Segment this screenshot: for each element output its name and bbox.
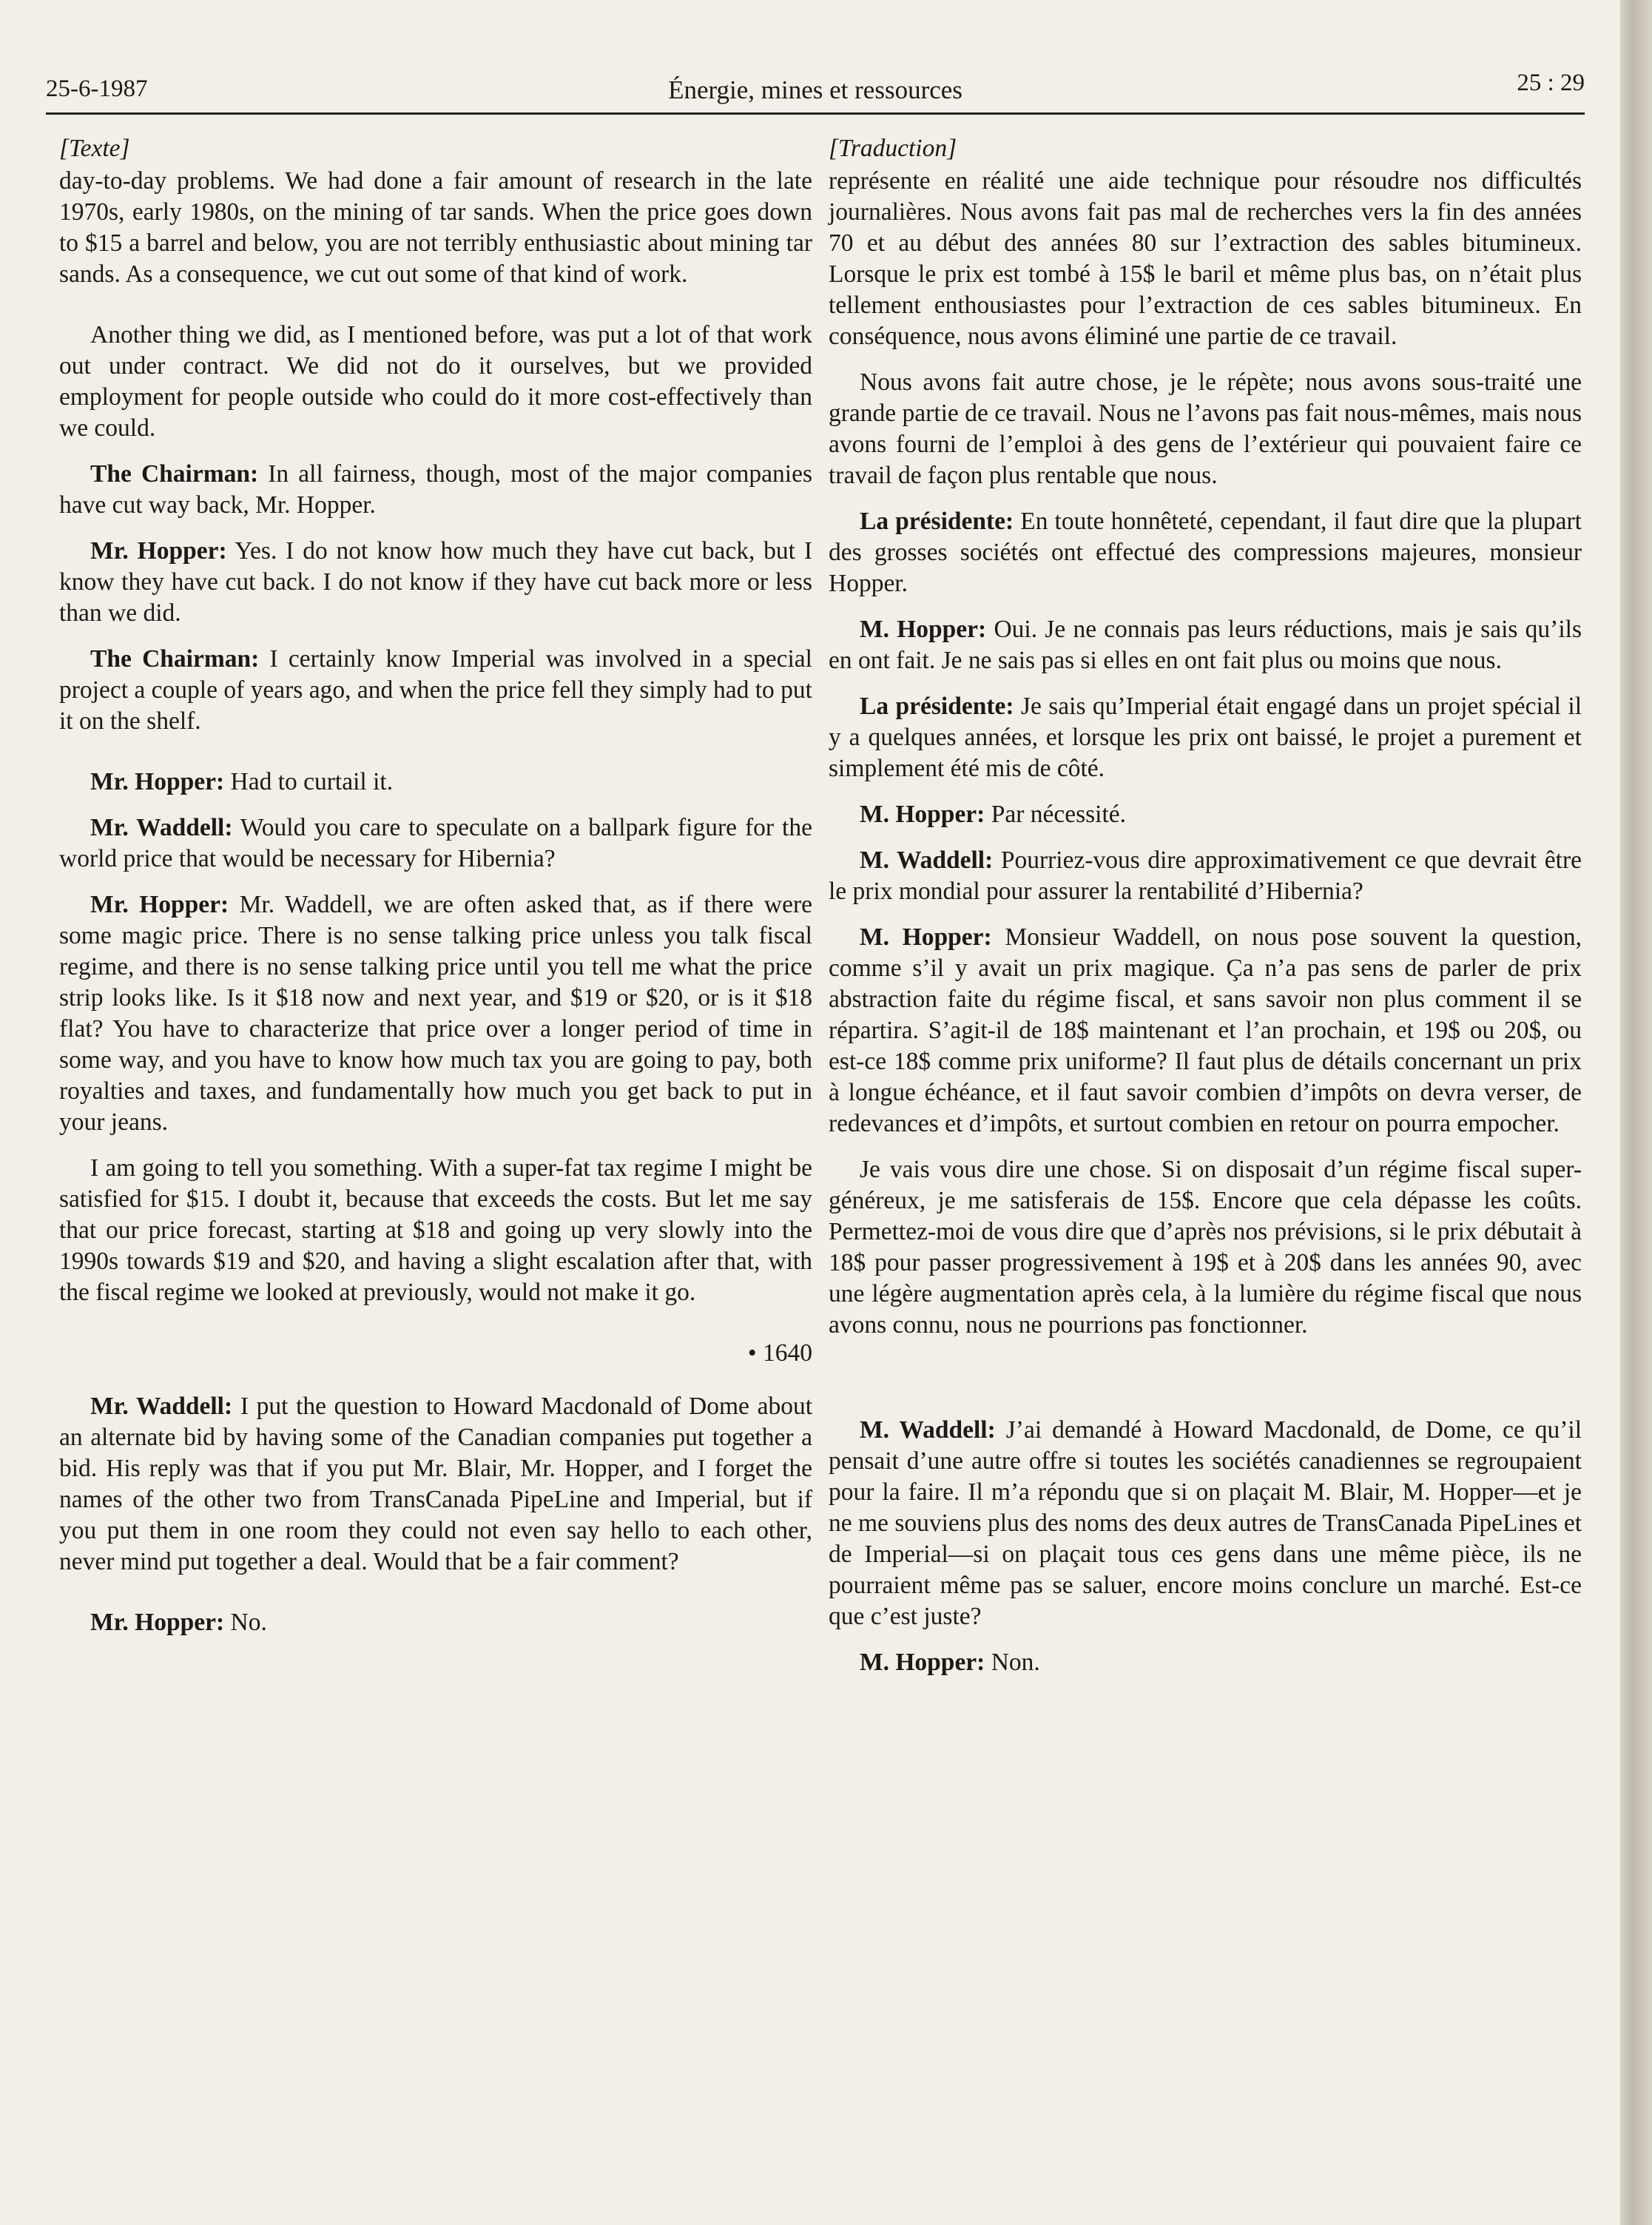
- paragraph: I am going to tell you something. With a super-fat tax regime I might be satisfied for $15. I doubt it, because that exceeds the costs. But let me say that our price forecast, starting at $18 and going up very slowly into the 1990s towards $19 and $20, and having a slight escalation after that, with the fiscal regime we looked at previously, would not make it go.: [59, 1154, 812, 1306]
- header-page-number: 25 : 29: [1517, 70, 1585, 96]
- paragraph: Je vais vous dire une chose. Si on disposait d’un régime fiscal super-généreux, je me satisferais de 15$. Encore que cela dépasse les coûts. Permettez-moi de vous dire que d’après nos prévisions, si le prix débutait à 18$ pour passer progressivement à 19$ et à 20$ dans les années 90, avec une légère augmentation après cela, à la lumière du régime fiscal que nous avons connu, nous ne pourrions pas fonctionner.: [829, 1156, 1582, 1339]
- speech-text: En toute honnêteté, cependant, il faut dire que la plupart des grosses sociétés ont effectué des compressions majeures, monsieur Hopper.: [829, 508, 1582, 597]
- speech-text: Oui. Je ne connais pas leurs réductions, mais je sais qu’ils en ont fait. Je ne sais pas si elles en ont fait plus ou moins que nous.: [829, 616, 1582, 674]
- speech: [59, 459, 812, 521]
- speaker-name: M. Hopper:: [860, 923, 992, 951]
- speech: [59, 536, 812, 629]
- speech: [829, 1415, 1582, 1632]
- speaker-name: M. Waddell:: [860, 846, 994, 874]
- speech-text: J’ai demandé à Howard Macdonald, de Dome, ce qu’il pensait d’une autre offre si toutes les sociétés canadiennes se regroupaient pour la faire. Il m’a répondu que si on plaçait M. Blair, M. Hopper—et je ne me souviens plus des noms des deux autres de TransCanada PipeLines et de Imperial—si on plaçait tous ces gens dans une même pièce, ils ne pourraient même pas se saluer, encore moins conclure un marché. Est-ce que c’est juste?: [829, 1416, 1582, 1630]
- speech-text: Par nécessité.: [985, 801, 1127, 828]
- speaker-name: Mr. Hopper:: [90, 768, 225, 795]
- speech-text: No.: [224, 1609, 267, 1636]
- speaker-name: Mr. Hopper:: [90, 1609, 225, 1636]
- speech-text: Had to curtail it.: [224, 768, 394, 795]
- speaker-name: Mr. Hopper:: [90, 891, 229, 918]
- paragraph: représente en réalité une aide technique pour résoudre nos difficultés journalières. Nous avons fait pas mal de recherches vers la fin des années 70 et au début des années 80 sur l’extraction des sables bitumineux. Lorsque le prix est tombé à 15$ le baril et même plus bas, on n’était plus tellement enthousiastes pour l’extraction de ces sables bitumineux. En conséquence, nous avons éliminé une partie de ce travail.: [829, 167, 1582, 350]
- timestamp: • 1640: [747, 1339, 812, 1367]
- speech: [59, 889, 812, 1138]
- speaker-name: Mr. Waddell:: [90, 1393, 233, 1420]
- speech-text: Yes. I do not know how much they have cut back, but I know they have cut back. I do not know if they have cut back more or less than we did.: [59, 537, 812, 627]
- speech-text: Monsieur Waddell, on nous pose souvent la question, comme s’il y avait un prix magique. Ça n’a pas sens de parler de prix abstraction faite du régime fiscal, et sans savoir non plus comment il se répartira. S’agit-il de 18$ maintenant et l’an prochain, et 19$ ou 20$, ou est-ce 18$ comme prix uniforme? Il faut plus de détails concernant un prix à longue échéance, et il faut savoir combien d’impôts on devra verser, de redevances et d’impôts, et surtout combien en retour on pourra empocher.: [829, 923, 1582, 1137]
- speech: [59, 767, 812, 798]
- speech: [59, 1391, 812, 1578]
- speaker-name: Mr. Waddell:: [90, 814, 233, 841]
- translation-marker: [Traduction]: [829, 135, 957, 162]
- page-header: [46, 68, 1585, 115]
- speaker-name: Mr. Hopper:: [90, 537, 227, 565]
- paragraph: Another thing we did, as I mentioned before, was put a lot of that work out under contract. We did not do it ourselves, but we provided employment for people outside who could do it more cost-effectively than we could.: [59, 321, 812, 442]
- speaker-name: M. Hopper:: [860, 801, 985, 828]
- speech: [59, 1607, 812, 1638]
- speech-text: In all fairness, though, most of the major companies have cut way back, Mr. Hopper.: [59, 460, 812, 519]
- speaker-name: The Chairman:: [90, 460, 259, 488]
- speech-text: Non.: [985, 1649, 1040, 1676]
- speech-text: Would you care to speculate on a ballpark figure for the world price that would be necessary for Hibernia?: [59, 814, 812, 872]
- page-binding-edge: [1620, 0, 1652, 2225]
- speech: [829, 1647, 1582, 1678]
- speech: [829, 691, 1582, 784]
- speaker-name: M. Waddell:: [860, 1416, 996, 1444]
- header-title: Énergie, mines et ressources: [668, 75, 962, 104]
- french-column: [829, 133, 1582, 1693]
- speech: [829, 506, 1582, 599]
- english-column: [59, 133, 812, 1653]
- speaker-name: The Chairman:: [90, 645, 260, 673]
- speaker-name: La présidente:: [860, 508, 1014, 535]
- speech: [829, 614, 1582, 676]
- speech: [829, 799, 1582, 830]
- speech: [59, 644, 812, 737]
- speech-text: Mr. Waddell, we are often asked that, as if there were some magic price. There is no sense talking price unless you talk fiscal regime, and there is no sense talking price until you tell me what the price strip looks like. Is it $18 now and next year, and $19 or $20, or is it $18 flat? You have to characterize that price over a longer period of time in some way, and you have to know how much tax you are going to pay, both royalties and taxes, and fundamentally how much you get back to put in your jeans.: [59, 891, 812, 1136]
- speaker-name: La présidente:: [860, 693, 1014, 720]
- speech-text: Pourriez-vous dire approximativement ce que devrait être le prix mondial pour assurer la rentabilité d’Hibernia?: [829, 846, 1582, 905]
- speech: [59, 812, 812, 875]
- speech: [829, 845, 1582, 907]
- speaker-name: M. Hopper:: [860, 616, 987, 643]
- paragraph: day-to-day problems. We had done a fair amount of research in the late 1970s, early 1980s, on the mining of tar sands. When the price goes down to $15 a barrel and below, you are not terribly enthusiastic about mining tar sands. As a consequence, we cut out some of that kind of work.: [59, 167, 812, 288]
- speech: [829, 922, 1582, 1140]
- paragraph: Nous avons fait autre chose, je le répète; nous avons sous-traité une grande partie de ce travail. Nous ne l’avons pas fait nous-mêmes, mais nous avons fourni de l’emploi à des gens de l’extérieur qui pouvaient faire ce travail de façon plus rentable que nous.: [829, 368, 1582, 489]
- speech-text: I put the question to Howard Macdonald of Dome about an alternate bid by having some of the Canadian companies put together a bid. His reply was that if you put Mr. Blair, Mr. Hopper, and I forget the names of the other two from TransCanada PipeLine and Imperial, but if you put them in one room they could not even say hello to each other, never mind put together a deal. Would that be a fair comment?: [59, 1393, 812, 1575]
- speaker-name: M. Hopper:: [860, 1649, 985, 1676]
- header-date: 25-6-1987: [46, 75, 148, 102]
- text-marker: [Texte]: [59, 135, 130, 162]
- speech-text: Je sais qu’Imperial était engagé dans un projet spécial il y a quelques années, et lorsque les prix ont baissé, le projet a purement et simplement été mis de côté.: [829, 693, 1582, 782]
- speech-text: I certainly know Imperial was involved in a special project a couple of years ago, and when the price fell they simply had to put it on the shelf.: [59, 645, 812, 735]
